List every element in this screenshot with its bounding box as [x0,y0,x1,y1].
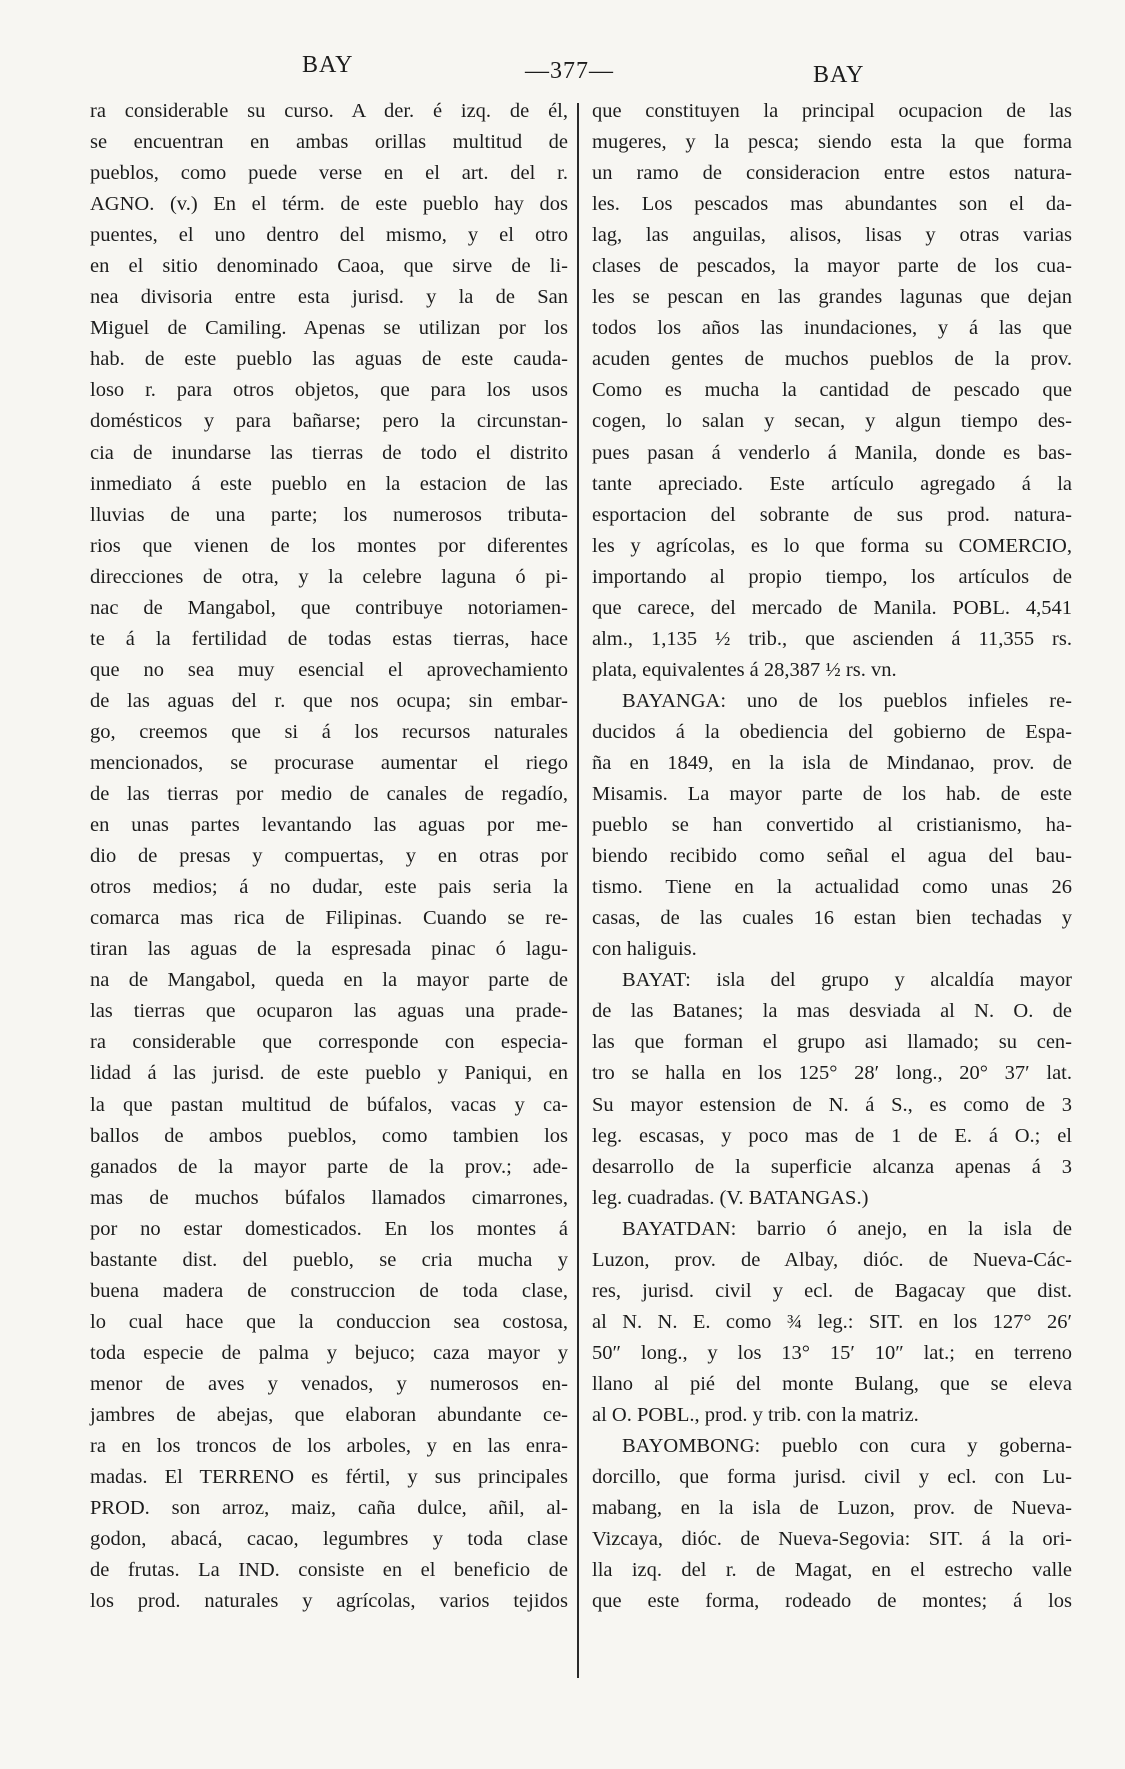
text-line: un ramo de consideracion entre estos natura- [592,162,1072,185]
text-line: en el sitio denominado Caoa, que sirve de li- [90,255,568,278]
text-line: madas. El TERRENO es fértil, y sus principales [90,1466,568,1489]
text-line: ganados de la mayor parte de la prov.; ade- [90,1155,568,1178]
text-line: domésticos y para bañarse; pero la circunstan- [90,410,568,433]
text-line: al O. POBL., prod. y trib. con la matriz. [592,1403,919,1426]
text-line: todos los años las inundaciones, y á las que [592,317,1072,340]
text-line: casas, de las cuales 16 estan bien techadas y [592,907,1072,930]
text-line: se encuentran en ambas orillas multitud de [90,131,568,154]
text-line: les y agrícolas, es lo que forma su COMERCIO, [592,534,1072,557]
text-line: inmediato á este pueblo en la estacion de las [90,472,568,495]
text-line: de las aguas del r. que nos ocupa; sin embar- [90,689,568,712]
text-line: pues pasan á venderlo á Manila, donde es bas- [592,441,1072,464]
text-line: mugeres, y la pesca; siendo esta la que forma [592,131,1072,154]
text-line: lo cual hace que la conduccion sea costosa, [90,1310,568,1333]
text-line: otros medios; á no dudar, este pais seria la [90,876,568,899]
text-line: les se pescan en las grandes lagunas que dejan [592,286,1072,309]
text-line: res, jurisd. civil y ecl. de Bagacay que dist. [592,1279,1072,1302]
text-line: dio de presas y compuertas, y en otras por [90,845,568,868]
text-line: ña en 1849, en la isla de Mindanao, prov. de [592,751,1072,774]
text-line: Como es mucha la cantidad de pescado que [592,379,1072,402]
text-line: que no sea muy esencial el aprovechamiento [90,658,568,681]
text-line: BAYAT: isla del grupo y alcaldía mayor [622,969,1072,992]
text-line: go, creemos que si á los recursos naturales [90,720,568,743]
text-line: nea divisoria entre esta jurisd. y la de San [90,286,568,309]
text-line: hab. de este pueblo las aguas de este cauda- [90,348,568,371]
text-line: tro se halla en los 125° 28′ long., 20° 37′ lat. [592,1062,1072,1085]
text-line: dorcillo, que forma jurisd. civil y ecl. con Lu- [592,1466,1072,1489]
text-line: bastante dist. del pueblo, se cria mucha y [90,1248,568,1271]
text-line: al N. N. E. como ¾ leg.: SIT. en los 127° 26′ [592,1310,1072,1333]
text-line: importando al propio tiempo, los artículos de [592,565,1072,588]
text-line: esportacion del sobrante de sus prod. natura- [592,503,1072,526]
text-line: de las Batanes; la mas desviada al N. O. de [592,1000,1072,1023]
text-line: clases de pescados, la mayor parte de los cua- [592,255,1072,278]
text-line: tante apreciado. Este artículo agregado á la [592,472,1072,495]
text-line: por no estar domesticados. En los montes á [90,1217,568,1240]
text-line: con haliguis. [592,938,697,961]
text-line: en unas partes levantando las aguas por me- [90,814,568,837]
text-line: lluvias de una parte; los numerosos tributa- [90,503,568,526]
text-line: ra considerable que corresponde con especia- [90,1031,568,1054]
text-line: BAYOMBONG: pueblo con cura y goberna- [622,1435,1072,1458]
running-head-left: BAY [302,52,354,78]
text-line: Misamis. La mayor parte de los hab. de este [592,783,1072,806]
text-line: godon, abacá, cacao, legumbres y toda clase [90,1528,568,1551]
text-line: direcciones de otra, y la celebre laguna ó pi- [90,565,568,588]
text-line: nac de Mangabol, que contribuye notoriamen- [90,596,568,619]
text-line: acuden gentes de muchos pueblos de la prov. [592,348,1072,371]
text-line: te á la fertilidad de todas estas tierras, hace [90,627,568,650]
text-line: na de Mangabol, queda en la mayor parte de [90,969,568,992]
text-line: cia de inundarse las tierras de todo el distrito [90,441,568,464]
text-line: cogen, lo salan y secan, y algun tiempo des- [592,410,1072,433]
text-line: PROD. son arroz, maiz, caña dulce, añil, al- [90,1497,568,1520]
text-line: lag, las anguilas, alisos, lisas y otras varias [592,224,1072,247]
text-line: pueblos, como puede verse en el art. del r. [90,162,568,185]
text-line: leg. cuadradas. (V. BATANGAS.) [592,1186,869,1209]
text-line: mas de muchos búfalos llamados cimarrones, [90,1186,568,1209]
text-line: BAYANGA: uno de los pueblos infieles re- [622,689,1072,712]
text-line: las tierras que ocuparon las aguas una prade- [90,1000,568,1023]
text-line: mencionados, se procurase aumentar el riego [90,751,568,774]
text-line: biendo recibido como señal el agua del bau- [592,845,1072,868]
text-line: buena madera de construccion de toda clase, [90,1279,568,1302]
text-line: los prod. naturales y agrícolas, varios tejidos [90,1590,568,1613]
text-line: las que forman el grupo asi llamado; su cen- [592,1031,1072,1054]
text-line: Miguel de Camiling. Apenas se utilizan por los [90,317,568,340]
text-line: que este forma, rodeado de montes; á los [592,1590,1072,1613]
text-line: leg. escasas, y poco mas de 1 de E. á O.; el [592,1124,1072,1147]
text-line: llano al pié del monte Bulang, que se eleva [592,1372,1072,1395]
right-column [592,96,1072,1617]
page-number: —377— [525,58,614,84]
text-line: que carece, del mercado de Manila. POBL. 4,541 [592,596,1072,619]
text-line: de frutas. La IND. consiste en el beneficio de [90,1559,568,1582]
text-line: Luzon, prov. de Albay, dióc. de Nueva-Các- [592,1248,1072,1271]
text-line: 50″ long., y los 13° 15′ 10″ lat.; en terreno [592,1341,1072,1364]
text-line: les. Los pescados mas abundantes son el da- [592,193,1072,216]
text-line: de las tierras por medio de canales de regadío, [90,783,568,806]
text-line: ra considerable su curso. A der. é izq. de él, [90,100,568,122]
text-line: alm., 1,135 ½ trib., que ascienden á 11,355 rs. [592,627,1072,650]
left-column [90,96,568,1617]
column-divider [577,103,579,1678]
text-line: desarrollo de la superficie alcanza apenas á 3 [592,1155,1072,1178]
text-line: menor de aves y venados, y numerosos en- [90,1372,568,1395]
text-line: ballos de ambos pueblos, como tambien los [90,1124,568,1147]
text-line: Vizcaya, dióc. de Nueva-Segovia: SIT. á la ori- [592,1528,1072,1551]
text-line: lla izq. del r. de Magat, en el estrecho valle [592,1559,1072,1582]
text-line: Su mayor estension de N. á S., es como de 3 [592,1093,1072,1116]
text-line: tismo. Tiene en la actualidad como unas 26 [592,876,1072,899]
text-line: que constituyen la principal ocupacion de las [592,100,1072,122]
text-line: tiran las aguas de la espresada pinac ó lagu- [90,938,568,961]
text-line: jambres de abejas, que elaboran abundante ce- [90,1403,568,1426]
text-line: loso r. para otros objetos, que para los usos [90,379,568,402]
text-line: pueblo se han convertido al cristianismo, ha- [592,814,1072,837]
text-line: AGNO. (v.) En el térm. de este pueblo hay dos [90,193,568,216]
text-line: comarca mas rica de Filipinas. Cuando se re- [90,907,568,930]
text-line: toda especie de palma y bejuco; caza mayor y [90,1341,568,1364]
running-head-right: BAY [813,62,865,88]
text-line: mabang, en la isla de Luzon, prov. de Nueva- [592,1497,1072,1520]
text-line: ra en los troncos de los arboles, y en las enra- [90,1435,568,1458]
text-line: lidad á las jurisd. de este pueblo y Paniqui, en [90,1062,568,1085]
page-header [0,52,1125,92]
text-line: BAYATDAN: barrio ó anejo, en la isla de [622,1217,1072,1240]
text-line: plata, equivalentes á 28,387 ½ rs. vn. [592,658,897,681]
text-line: puentes, el uno dentro del mismo, y el otro [90,224,568,247]
text-line: rios que vienen de los montes por diferentes [90,534,568,557]
text-line: la que pastan multitud de búfalos, vacas y ca- [90,1093,568,1116]
text-line: ducidos á la obediencia del gobierno de Espa- [592,720,1072,743]
